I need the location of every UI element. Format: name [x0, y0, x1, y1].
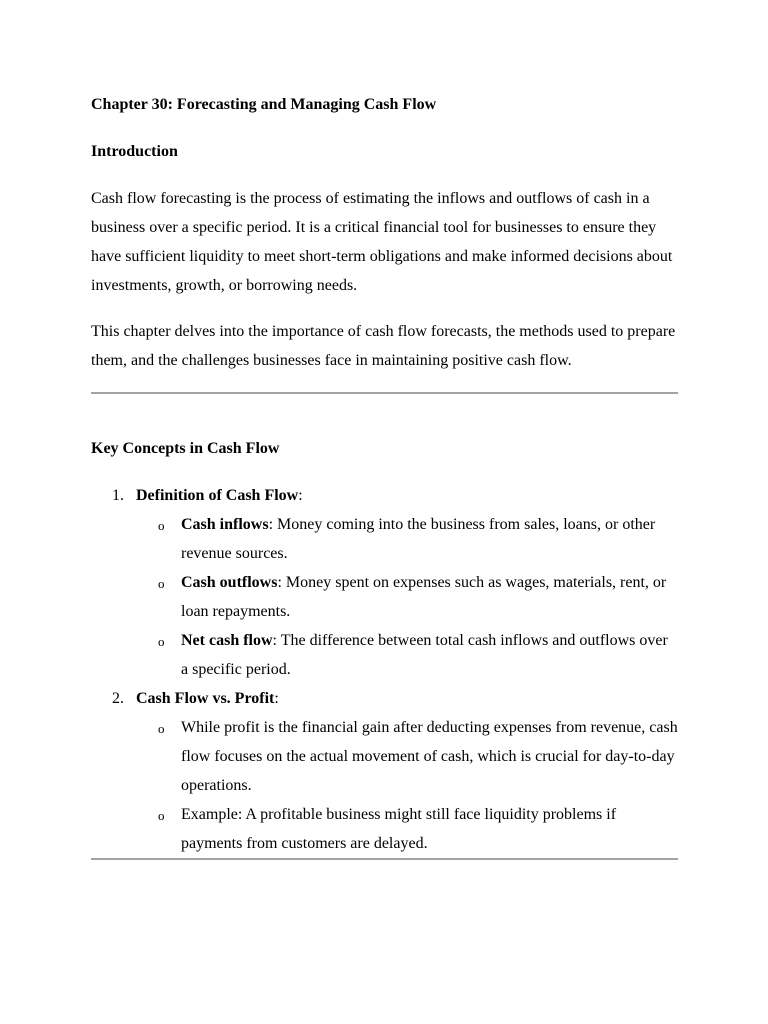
bullet-marker: o	[158, 518, 165, 533]
list-number: 2.	[112, 690, 124, 707]
concept-title: Cash Flow vs. Profit	[136, 690, 275, 707]
sublist-item	[136, 713, 678, 800]
bullet-marker: o	[158, 576, 165, 591]
item-text: : Money spent on expenses such as wages, materials, rent, or loan repayments.	[181, 574, 667, 620]
item-text: : The difference between total cash inflows and outflows over a specific period.	[181, 632, 668, 678]
sublist-item	[136, 568, 678, 626]
list-number: 1.	[112, 487, 124, 504]
bullet-marker: o	[158, 808, 165, 823]
sublist-item	[136, 626, 678, 684]
section-divider	[91, 858, 678, 860]
sublist-item	[136, 800, 678, 858]
concept-title-suffix: :	[274, 690, 279, 707]
intro-paragraph: Cash flow forecasting is the process of estimating the inflows and outflows of cash in a business over a specific period. It is a critical financial tool for businesses to ensure they have sufficient liquidity to meet short-term obligations and make informed decisions about investments, growth, or borrowing needs.	[91, 190, 673, 294]
key-concept-item	[91, 684, 678, 858]
concept-sublist	[136, 713, 678, 858]
bullet-marker: o	[158, 634, 165, 649]
concept-sublist	[136, 510, 678, 684]
concept-title-suffix: :	[298, 487, 303, 504]
key-concepts-heading: Key Concepts in Cash Flow	[91, 440, 280, 457]
item-term: Net cash flow	[181, 632, 273, 649]
concept-title: Definition of Cash Flow	[136, 487, 299, 504]
sublist-item	[136, 510, 678, 568]
section-divider	[91, 392, 678, 394]
intro-heading: Introduction	[91, 143, 178, 160]
intro-paragraph: This chapter delves into the importance of cash flow forecasts, the methods used to prepare them, and the challenges businesses face in maintaining positive cash flow.	[91, 323, 676, 369]
key-concept-item	[91, 481, 678, 684]
item-text: Example: A profitable business might still face liquidity problems if payments from customers are delayed.	[181, 806, 617, 852]
document-content	[91, 90, 678, 860]
key-concepts-list	[91, 481, 678, 858]
item-text: While profit is the financial gain after deducting expenses from revenue, cash flow focuses on the actual movement of cash, which is crucial for day-to-day operations.	[181, 719, 678, 794]
item-term: Cash inflows	[181, 516, 269, 533]
chapter-title: Chapter 30: Forecasting and Managing Cash Flow	[91, 96, 437, 113]
item-term: Cash outflows	[181, 574, 278, 591]
bullet-marker: o	[158, 721, 165, 736]
item-text: : Money coming into the business from sales, loans, or other revenue sources.	[181, 516, 656, 562]
